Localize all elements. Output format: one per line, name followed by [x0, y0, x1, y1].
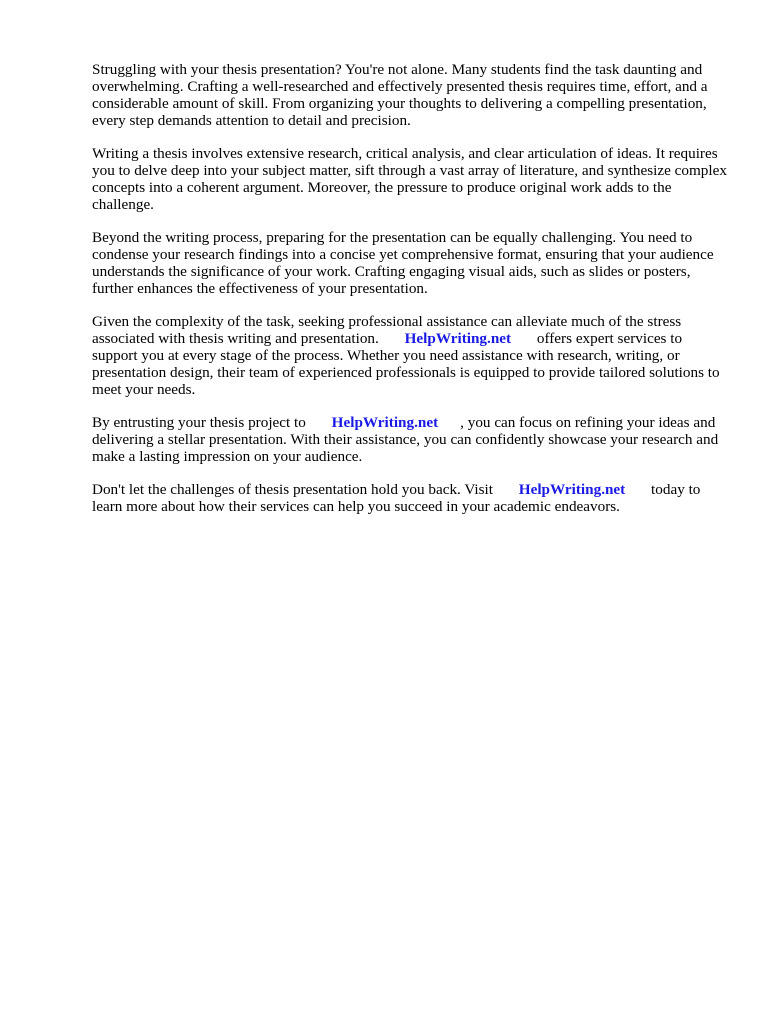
- helpwriting-link-1[interactable]: HelpWriting.net: [404, 330, 512, 347]
- paragraph-writing-text: Writing a thesis involves extensive research, critical analysis, and clear articulation of ideas. It requires you to delve deep into your subject matter, sift through a vast array of literature, and synthesize complex concepts into a coherent argument. Moreover, the pressure to produce original work adds to the challenge.: [92, 145, 727, 213]
- paragraph-intro-text: Struggling with your thesis presentation? You're not alone. Many students find the task daunting and overwhelming. Crafting a well-researched and effectively presented thesis requires time, effort, and a considerable amount of skill. From organizing your thoughts to delivering a compelling presentation, every step demands attention to detail and precision.: [92, 61, 708, 129]
- paragraph-assistance-text-after: offers expert services to support you at every stage of the process. Whether you need assistance with research, writing, or presentation design, their team of experienced professionals is equipped to provide tailored solutions to meet your needs.: [92, 330, 720, 398]
- paragraph-call-to-action: [92, 481, 728, 515]
- paragraph-entrusting-text-after: , you can focus on refining your ideas and delivering a stellar presentation. With their assistance, you can confidently showcase your research and make a lasting impression on your audience.: [92, 414, 719, 465]
- paragraph-presentation: [92, 229, 728, 297]
- paragraph-call-to-action-text-after: today to learn more about how their services can help you succeed in your academic endeavors.: [92, 481, 701, 515]
- paragraph-writing: [92, 145, 728, 213]
- paragraph-entrusting-text-before: By entrusting your thesis project to: [92, 414, 306, 431]
- paragraph-call-to-action-text-before: Don't let the challenges of thesis presentation hold you back. Visit: [92, 481, 493, 498]
- paragraph-assistance: [92, 313, 728, 398]
- document-body: [92, 61, 728, 531]
- helpwriting-link-2[interactable]: HelpWriting.net: [331, 414, 439, 431]
- paragraph-presentation-text: Beyond the writing process, preparing for the presentation can be equally challenging. You need to condense your research findings into a concise yet comprehensive format, ensuring that your audience understands the significance of your work. Crafting engaging visual aids, such as slides or posters, further enhances the effectiveness of your presentation.: [92, 229, 714, 297]
- paragraph-assistance-text-before: Given the complexity of the task, seeking professional assistance can alleviate much of the stress associated with thesis writing and presentation.: [92, 313, 682, 347]
- paragraph-intro: [92, 61, 728, 129]
- helpwriting-link-3[interactable]: HelpWriting.net: [518, 481, 626, 498]
- paragraph-entrusting: [92, 414, 728, 465]
